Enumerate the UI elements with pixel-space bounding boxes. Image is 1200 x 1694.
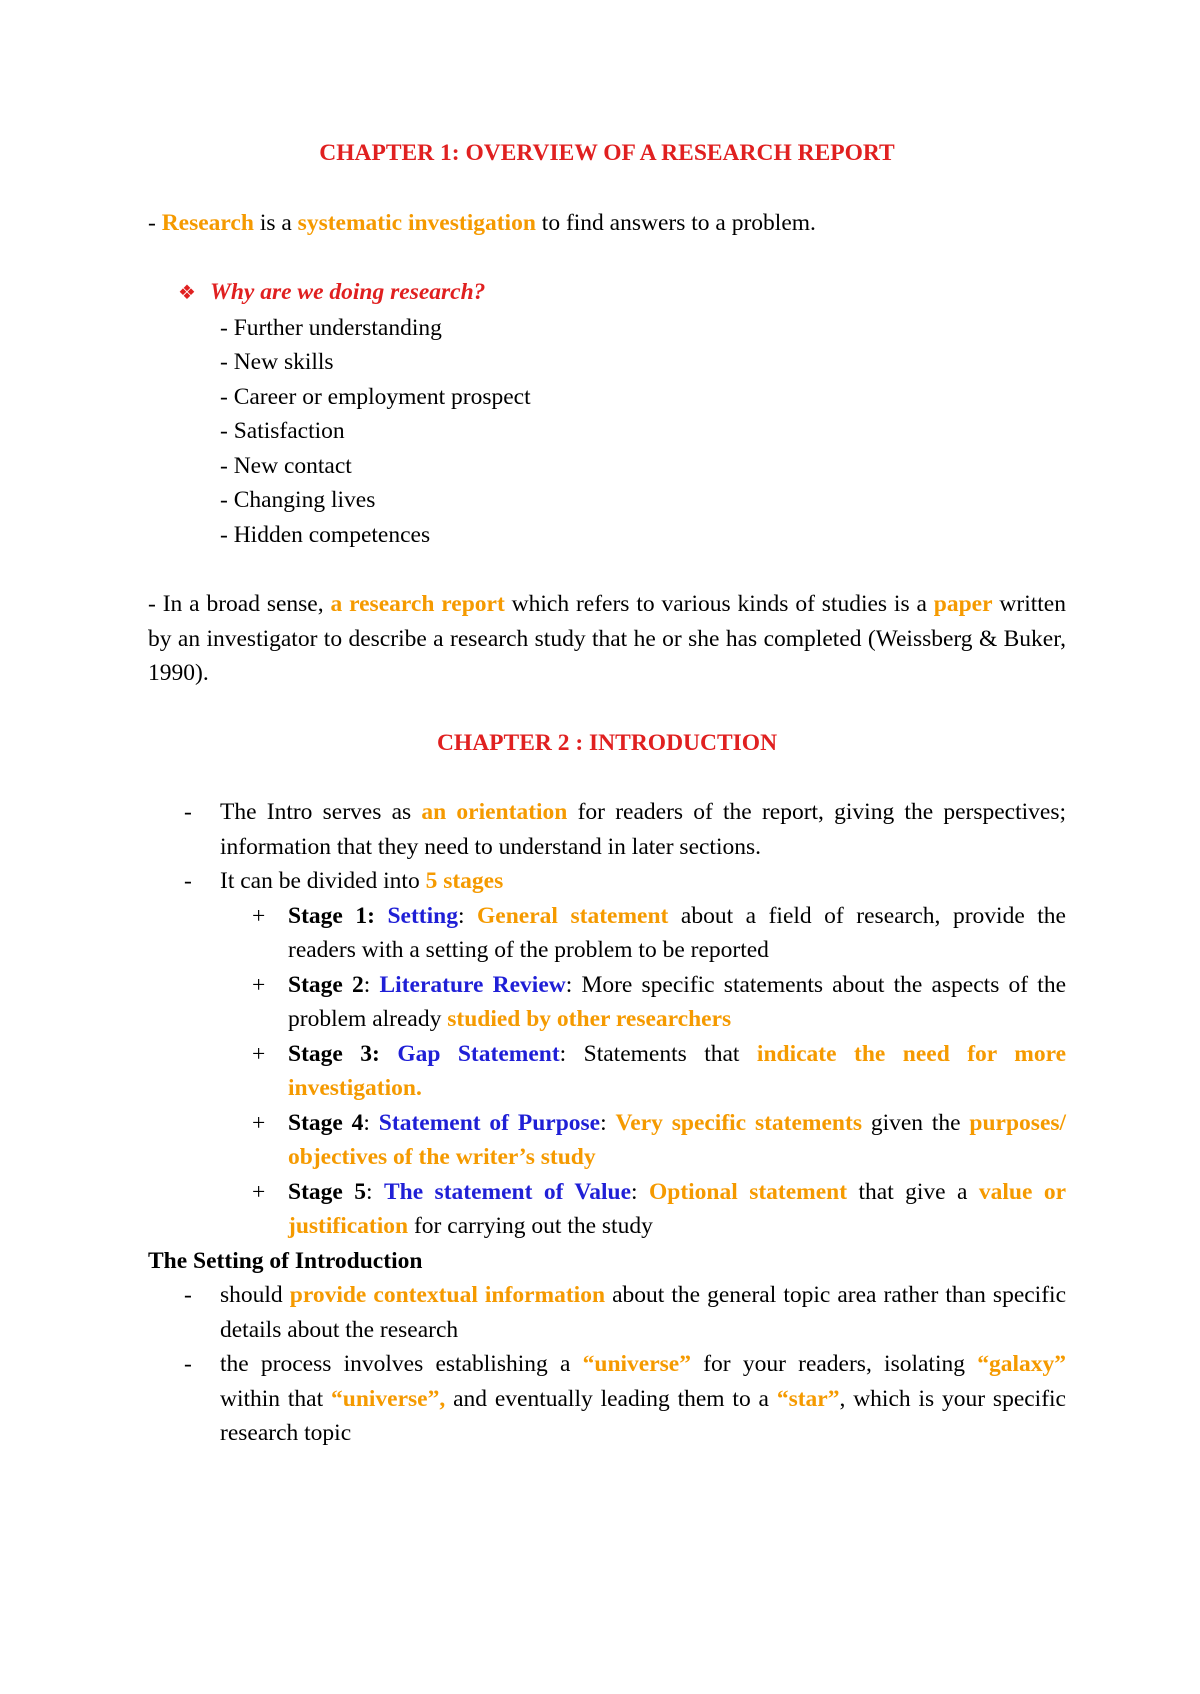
intro-item-orientation: [148, 795, 1066, 864]
setting-highlight: provide contextual information: [289, 1282, 606, 1308]
stage-name: Setting: [387, 902, 458, 929]
list-item: - Changing lives: [220, 487, 376, 513]
chapter1-title: CHAPTER 1: OVERVIEW OF A RESEARCH REPORT: [319, 140, 895, 166]
list-item: - Career or employment prospect: [220, 383, 531, 410]
stage-highlight-2: purposes/ objectives of the writer’s study: [288, 1109, 1067, 1170]
intro-highlight: an orientation: [421, 799, 568, 825]
stage-text-3: for carrying out the study: [408, 1213, 653, 1239]
stage-label: Stage 4: [288, 1109, 364, 1136]
stage-name: Statement of Purpose: [378, 1109, 601, 1136]
setting-item-1: [148, 1278, 1066, 1347]
stage-highlight: studied by other researchers: [447, 1006, 732, 1032]
stage-name: Gap Statement: [397, 1040, 560, 1067]
universe-text-3: within that: [220, 1385, 331, 1412]
list-item: - New skills: [220, 349, 334, 375]
stage-name: Literature Review: [379, 971, 566, 998]
broad-highlight-2: paper: [933, 591, 993, 617]
stage-colon: :: [363, 1109, 379, 1136]
definition-phrase: systematic investigation: [297, 209, 536, 236]
intro-item-stages: [148, 864, 1066, 1244]
stage-colon: :: [366, 1178, 384, 1205]
stage-text-2: that give a: [847, 1178, 979, 1205]
definition-dash: -: [148, 209, 162, 236]
stage-text: : More specific statements about the aspects of the problem already: [288, 971, 1066, 1032]
stage-colon: :: [457, 902, 478, 929]
setting-text-1: should: [220, 1282, 290, 1308]
universe-highlight-2: “universe”,: [331, 1385, 446, 1412]
universe-highlight: “universe”: [582, 1351, 691, 1377]
stage-2: [148, 968, 1066, 1037]
stage-highlight: Optional statement: [648, 1178, 848, 1205]
setting-list: [148, 1278, 1066, 1451]
stage-1: [148, 899, 1066, 968]
research-definition: [148, 206, 1066, 241]
list-item: - Satisfaction: [220, 418, 345, 444]
stage-label: Stage 3:: [288, 1040, 380, 1067]
universe-text-2: for your readers, isolating: [690, 1351, 978, 1377]
universe-text-4: and eventually leading them to a: [445, 1385, 777, 1412]
dash-marker: -: [184, 868, 192, 894]
stage-3: [148, 1037, 1066, 1106]
stage-text: about a field of research, provide the readers with a setting of the problem to be reported: [288, 902, 1066, 963]
why-research-heading: [178, 275, 1066, 311]
setting-heading: The Setting of Introduction: [148, 1247, 423, 1274]
stage-highlight: Very specific statements: [615, 1109, 862, 1136]
intro-list: [148, 795, 1066, 1244]
broad-highlight-1: a research report: [330, 591, 505, 617]
stage-text: : Statements that: [559, 1040, 757, 1067]
diamond-bullet-icon: ❖: [178, 282, 196, 304]
list-item: - New contact: [220, 452, 352, 479]
broad-text-3: written by an investigator to describe a research study that he or she has completed (Weissberg & Buker, 1990).: [148, 591, 1066, 686]
stages-highlight: 5 stages: [425, 868, 504, 894]
plus-marker: +: [252, 1040, 266, 1067]
plus-marker: +: [252, 971, 266, 998]
stage-name: The statement of Value: [383, 1178, 632, 1205]
broad-text-2: which refers to various kinds of studies is a: [504, 591, 934, 617]
plus-marker: +: [252, 1178, 266, 1205]
universe-text-5: , which is your specific research topic: [220, 1385, 1066, 1446]
why-research-question: Why are we doing research?: [209, 279, 486, 305]
intro-text-2: for readers of the report, giving the perspectives; information that they need to understand in later sections.: [220, 799, 1067, 860]
galaxy-highlight: “galaxy”: [977, 1351, 1066, 1377]
plus-marker: +: [252, 1109, 266, 1136]
stage-list: [148, 899, 1066, 1244]
definition-suffix: to find answers to a problem.: [535, 209, 816, 236]
stage-highlight: General statement: [477, 902, 669, 929]
list-item: - Further understanding: [220, 314, 442, 341]
document-page: [148, 136, 1066, 1451]
broad-text-1: - In a broad sense,: [148, 591, 331, 617]
reasons-list: [148, 311, 1066, 553]
definition-middle: is a: [253, 209, 298, 236]
plus-marker: +: [252, 902, 266, 929]
setting-text-2: about the general topic area rather than specific details about the research: [220, 1282, 1066, 1343]
dash-marker: -: [184, 1351, 192, 1377]
intro-text-1: The Intro serves as: [220, 799, 422, 825]
setting-item-2: [148, 1347, 1066, 1451]
stage-text: :: [631, 1178, 649, 1205]
dash-marker: -: [184, 1282, 192, 1308]
stage-label: Stage 2: [288, 971, 364, 998]
definition-term: Research: [161, 209, 254, 236]
stage-label: Stage 1:: [288, 902, 375, 929]
stage-highlight-2: value or justification: [288, 1178, 1067, 1239]
stage-text-2: given the: [861, 1109, 970, 1136]
universe-text-1: the process involves establishing a: [220, 1351, 583, 1377]
stage-5: [148, 1175, 1066, 1244]
dash-marker: -: [184, 799, 192, 825]
stage-text: :: [600, 1109, 616, 1136]
list-item: - Hidden competences: [220, 521, 431, 548]
stage-4: [148, 1106, 1066, 1175]
stage-highlight: indicate the need for more investigation.: [288, 1040, 1067, 1101]
chapter2-title: CHAPTER 2 : INTRODUCTION: [436, 729, 778, 756]
stage-label: Stage 5: [288, 1178, 366, 1205]
star-highlight: “star”: [776, 1385, 840, 1412]
stage-colon: :: [363, 971, 380, 998]
broad-sense-paragraph: [148, 587, 1066, 691]
stages-text: It can be divided into: [220, 868, 426, 894]
